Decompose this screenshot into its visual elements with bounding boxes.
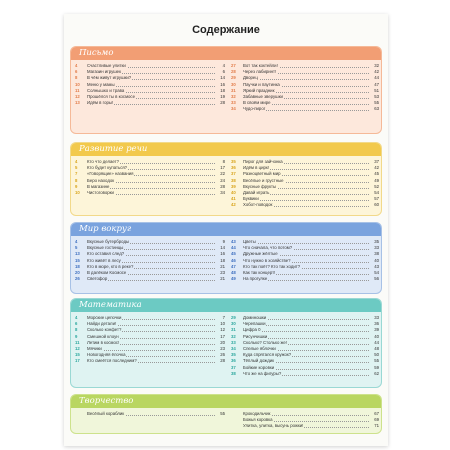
entry-page: 53 bbox=[374, 93, 379, 99]
entry-title: Магазин игрушек bbox=[87, 69, 121, 75]
entry-title: Дружные жёлтые bbox=[243, 251, 278, 257]
entry-number: 44 bbox=[231, 245, 236, 251]
entry-page: 12 bbox=[220, 327, 225, 333]
leader-dots bbox=[87, 350, 215, 351]
entry-title: Вкусные гостинцы bbox=[87, 245, 124, 251]
entry-number: 27 bbox=[231, 63, 236, 68]
entry-title: Вот так коктейли! bbox=[243, 63, 278, 68]
entry-number: 12 bbox=[75, 93, 80, 99]
entry-title: Кто будет купаться? bbox=[87, 165, 128, 171]
entry-page: 42 bbox=[374, 69, 379, 75]
entry-title: Цифра 0 bbox=[243, 327, 261, 333]
column-left bbox=[75, 315, 225, 365]
entry-page: 20 bbox=[220, 339, 225, 345]
entry-number: 38 bbox=[231, 177, 236, 183]
entry-title: Дворец bbox=[243, 75, 258, 81]
contents-entry[interactable] bbox=[75, 358, 225, 364]
entry-page: 51 bbox=[374, 87, 379, 93]
entry-title: Пирог для зайчонка bbox=[243, 159, 283, 164]
entry-title: Через лабиринт! bbox=[243, 69, 277, 75]
column-right bbox=[231, 315, 379, 377]
entry-title: Кто оставил след? bbox=[87, 251, 125, 257]
entry-title: Беро находок bbox=[87, 177, 115, 183]
entry-title: Доминошки bbox=[243, 315, 267, 320]
entry-number: 34 bbox=[231, 106, 236, 112]
entry-number: 40 bbox=[231, 189, 236, 195]
entry-title: Летим в космос! bbox=[87, 339, 120, 345]
entry-title: Кто в море, кто в реке? bbox=[87, 263, 134, 269]
entry-title: Идём в цирк! bbox=[243, 165, 269, 171]
entry-title: Новогодняя ёлочка bbox=[87, 352, 126, 358]
entry-page: 38 bbox=[374, 251, 379, 257]
contents-entry[interactable] bbox=[231, 423, 379, 429]
entry-title: Чудо-пирог bbox=[243, 106, 266, 112]
column-right bbox=[231, 411, 379, 430]
column-right bbox=[231, 159, 379, 209]
entry-title: Найди детали! bbox=[87, 321, 117, 327]
entry-number: 28 bbox=[231, 69, 236, 75]
entry-page: 17 bbox=[220, 333, 225, 339]
entry-page: 42 bbox=[374, 165, 379, 171]
entry-number: 48 bbox=[231, 269, 236, 275]
entry-number: 45 bbox=[231, 251, 236, 257]
entry-title: Весёлый кораблик bbox=[87, 411, 125, 416]
entry-number: 5 bbox=[75, 165, 78, 171]
entry-title: Хобот-поводок bbox=[243, 202, 273, 208]
entry-number: 37 bbox=[231, 364, 236, 370]
entry-number: 33 bbox=[231, 339, 236, 345]
entry-number: 29 bbox=[231, 315, 236, 320]
entry-number: 10 bbox=[75, 81, 80, 87]
entry-title: Кто смеётся последним? bbox=[87, 358, 137, 364]
entry-number: 39 bbox=[231, 183, 236, 189]
entry-page: 48 bbox=[374, 345, 379, 351]
section-title: Мир вокруг bbox=[71, 223, 381, 236]
entry-number: 18 bbox=[75, 263, 80, 269]
entry-title: «Говорящие» названия bbox=[87, 171, 134, 177]
entry-number: 8 bbox=[75, 327, 78, 333]
entry-page: 57 bbox=[374, 196, 379, 202]
entry-title: Разноцветный мир bbox=[243, 171, 281, 177]
entry-number: 42 bbox=[231, 202, 236, 208]
entry-title: Кто так поёт? Кто так ходит? bbox=[243, 263, 301, 269]
entry-page: 44 bbox=[374, 75, 379, 81]
column-left bbox=[75, 411, 225, 417]
entry-number: 12 bbox=[75, 345, 80, 351]
entry-title: Что нужно в хозяйстве? bbox=[243, 257, 291, 263]
entry-page: 39 bbox=[374, 327, 379, 333]
entry-number: 36 bbox=[231, 358, 236, 364]
entry-page: 14 bbox=[220, 245, 225, 251]
entry-number: 9 bbox=[75, 183, 78, 189]
entry-title: Морские цепочки bbox=[87, 315, 122, 320]
column-right bbox=[231, 239, 379, 282]
entry-page: 47 bbox=[374, 81, 379, 87]
entry-title: Счастливые улитки bbox=[87, 63, 126, 68]
entry-page: 7 bbox=[222, 315, 225, 320]
contents-entry[interactable] bbox=[231, 106, 379, 112]
entry-number: 11 bbox=[75, 339, 80, 345]
entry-page: 28 bbox=[220, 358, 225, 364]
entry-number: 46 bbox=[231, 257, 236, 263]
entry-page: 54 bbox=[374, 189, 379, 195]
entry-number: 49 bbox=[231, 276, 236, 282]
entry-number: 15 bbox=[75, 352, 80, 358]
entry-number: 31 bbox=[231, 327, 236, 333]
entry-page: 69 bbox=[374, 417, 379, 423]
entry-title: Паучки и паутинка bbox=[243, 81, 280, 87]
entry-page: 40 bbox=[374, 333, 379, 339]
contents-entry[interactable] bbox=[75, 276, 225, 282]
entry-number: 32 bbox=[231, 333, 236, 339]
entry-title: Светофор bbox=[87, 276, 108, 282]
entry-page: 19 bbox=[220, 93, 225, 99]
entry-page: 63 bbox=[374, 106, 379, 112]
entry-number: 13 bbox=[75, 251, 80, 257]
page-title: Содержание bbox=[192, 24, 260, 36]
section-s5 bbox=[70, 394, 382, 434]
entry-page: 9 bbox=[222, 239, 225, 244]
entry-page: 40 bbox=[374, 257, 379, 263]
entry-title: В далёком Космосе bbox=[87, 269, 127, 275]
entry-number: 8 bbox=[75, 75, 78, 81]
entry-number: 43 bbox=[231, 239, 236, 244]
entry-title: Тёплый дождик bbox=[243, 358, 275, 364]
entry-page: 26 bbox=[220, 352, 225, 358]
entry-page: 55 bbox=[374, 358, 379, 364]
entry-page: 37 bbox=[374, 159, 379, 164]
entry-number: 11 bbox=[75, 87, 80, 93]
entry-title: Рисунчишки bbox=[243, 333, 268, 339]
entry-title: Крокодильчик bbox=[243, 411, 271, 416]
entry-number: 26 bbox=[75, 276, 80, 282]
section-s2 bbox=[70, 142, 382, 216]
entry-page: 55 bbox=[374, 100, 379, 106]
entry-title: Улитка, улитка, высунь рожки! bbox=[243, 423, 304, 429]
contents-entry[interactable] bbox=[75, 411, 225, 417]
entry-number: 7 bbox=[75, 171, 78, 177]
entry-title: Что сначала, что потом? bbox=[243, 245, 293, 251]
entry-page: 4 bbox=[222, 63, 225, 68]
entry-number: 17 bbox=[75, 358, 80, 364]
entry-title: Цветы bbox=[243, 239, 256, 244]
entry-title: Бойкие коровки bbox=[243, 364, 275, 370]
entry-page: 17 bbox=[220, 165, 225, 171]
entry-number: 5 bbox=[75, 245, 78, 251]
column-left bbox=[75, 239, 225, 282]
entry-number: 32 bbox=[231, 93, 236, 99]
entry-page: 50 bbox=[374, 352, 379, 358]
entry-title: На прогулке bbox=[243, 276, 268, 282]
entry-number: 20 bbox=[75, 269, 80, 275]
entry-page: 21 bbox=[220, 276, 225, 282]
entry-page: 14 bbox=[220, 75, 225, 81]
entry-page: 18 bbox=[220, 87, 225, 93]
entry-page: 67 bbox=[374, 411, 379, 416]
entry-page: 35 bbox=[374, 239, 379, 244]
entry-page: 49 bbox=[374, 177, 379, 183]
column-right bbox=[231, 63, 379, 113]
entry-page: 43 bbox=[374, 263, 379, 269]
section-title: Развитие речи bbox=[71, 143, 381, 156]
entry-page: 16 bbox=[220, 251, 225, 257]
entry-page: 28 bbox=[220, 100, 225, 106]
entry-title: Солнышко и трава bbox=[87, 87, 125, 93]
entry-page: 6 bbox=[222, 69, 225, 75]
entry-title: Вкусные фрукты bbox=[243, 183, 277, 189]
entry-title: Буквики bbox=[243, 196, 259, 202]
entry-number: 36 bbox=[231, 165, 236, 171]
entry-title: Смешной клоун bbox=[87, 333, 119, 339]
entry-page: 33 bbox=[374, 315, 379, 320]
entry-number: 13 bbox=[75, 100, 80, 106]
entry-number: 10 bbox=[75, 189, 80, 195]
contents-entry[interactable] bbox=[231, 276, 379, 282]
entry-title: В своём мире bbox=[243, 100, 271, 106]
entry-page: 52 bbox=[374, 183, 379, 189]
entry-page: 10 bbox=[220, 321, 225, 327]
entry-title: Божья коровка bbox=[243, 417, 273, 423]
entry-number: 37 bbox=[231, 171, 236, 177]
entry-number: 41 bbox=[231, 196, 236, 202]
leader-dots bbox=[243, 79, 369, 80]
entry-number: 33 bbox=[231, 100, 236, 106]
entry-page: 36 bbox=[374, 321, 379, 327]
leader-dots bbox=[243, 200, 369, 201]
section-s1 bbox=[70, 46, 382, 134]
entry-page: 59 bbox=[374, 364, 379, 370]
section-title: Математика bbox=[71, 299, 381, 312]
entry-number: 35 bbox=[231, 159, 236, 164]
entry-number: 47 bbox=[231, 263, 236, 269]
entry-title: Вкусные бутерброды bbox=[87, 239, 130, 244]
entry-page: 23 bbox=[220, 269, 225, 275]
entry-page: 71 bbox=[374, 423, 379, 429]
entry-page: 34 bbox=[220, 189, 225, 195]
entry-page: 56 bbox=[374, 276, 379, 282]
entry-title: Давай играть bbox=[243, 189, 270, 195]
entry-page: 60 bbox=[374, 202, 379, 208]
contents-entry[interactable] bbox=[75, 100, 225, 106]
entry-title: Чистоговорки bbox=[87, 189, 114, 195]
entry-page: 22 bbox=[220, 171, 225, 177]
entry-page: 24 bbox=[220, 177, 225, 183]
leader-dots bbox=[243, 243, 369, 244]
entry-title: В чём живут игрушки? bbox=[87, 75, 132, 81]
entry-title: Яркий праздник bbox=[243, 87, 275, 93]
section-s3 bbox=[70, 222, 382, 294]
entry-page: 55 bbox=[220, 411, 225, 416]
entry-page: 45 bbox=[374, 171, 379, 177]
entry-title: Сколько конфет? bbox=[87, 327, 122, 333]
entry-number: 15 bbox=[75, 257, 80, 263]
section-s4 bbox=[70, 298, 382, 388]
entry-number: 9 bbox=[75, 333, 78, 339]
entry-title: Идём в горы! bbox=[87, 100, 114, 106]
entry-title: Куда спрятался кружок? bbox=[243, 352, 292, 358]
entry-page: 23 bbox=[220, 345, 225, 351]
entry-page: 16 bbox=[220, 81, 225, 87]
entry-page: 21 bbox=[220, 263, 225, 269]
contents-page bbox=[64, 14, 388, 446]
section-title: Письмо bbox=[71, 47, 381, 60]
entry-number: 34 bbox=[231, 345, 236, 351]
entry-number: 6 bbox=[75, 69, 78, 75]
entry-page: 8 bbox=[222, 159, 225, 164]
entry-title: Забавные зверушки bbox=[243, 93, 283, 99]
entry-number: 31 bbox=[231, 87, 236, 93]
entry-page: 32 bbox=[374, 63, 379, 68]
entry-title: Сколько? Столько же! bbox=[243, 339, 288, 345]
entry-number: 30 bbox=[231, 321, 236, 327]
leader-dots bbox=[243, 331, 369, 332]
entry-number: 4 bbox=[75, 63, 78, 68]
entry-number: 30 bbox=[231, 81, 236, 87]
entry-title: В магазине bbox=[87, 183, 110, 189]
contents-entry[interactable] bbox=[231, 371, 379, 377]
entry-title: Кто живёт в лесу bbox=[87, 257, 121, 263]
entry-title: Что же на фигуры? bbox=[243, 370, 282, 376]
entry-number: 35 bbox=[231, 352, 236, 358]
entry-number: 29 bbox=[231, 75, 236, 81]
entry-number: 4 bbox=[75, 239, 78, 244]
entry-page: 62 bbox=[374, 370, 379, 376]
entry-title: Кто что делает? bbox=[87, 159, 120, 164]
entry-number: 4 bbox=[75, 315, 78, 320]
entry-title: Прошёлся ты в космосе bbox=[87, 93, 135, 99]
entry-page: 28 bbox=[220, 183, 225, 189]
entry-page: 33 bbox=[374, 245, 379, 251]
entry-page: 54 bbox=[374, 269, 379, 275]
entry-title: Как так концерт! bbox=[243, 269, 276, 275]
column-left bbox=[75, 159, 225, 196]
contents-entry[interactable] bbox=[231, 202, 379, 208]
entry-title: Черепашки bbox=[243, 321, 266, 327]
entry-number: 38 bbox=[231, 370, 236, 376]
entry-number: 4 bbox=[75, 159, 78, 164]
entry-title: Мячики bbox=[87, 345, 102, 351]
section-title: Творчество bbox=[71, 395, 381, 408]
entry-number: 8 bbox=[75, 177, 78, 183]
contents-entry[interactable] bbox=[75, 190, 225, 196]
entry-number: 6 bbox=[75, 321, 78, 327]
entry-title: Спелые яблочки bbox=[243, 345, 276, 351]
entry-title: Весёлые и грустные bbox=[243, 177, 284, 183]
column-left bbox=[75, 63, 225, 106]
entry-page: 44 bbox=[374, 339, 379, 345]
entry-title: Меню у мамы bbox=[87, 81, 115, 87]
entry-page: 18 bbox=[220, 257, 225, 263]
